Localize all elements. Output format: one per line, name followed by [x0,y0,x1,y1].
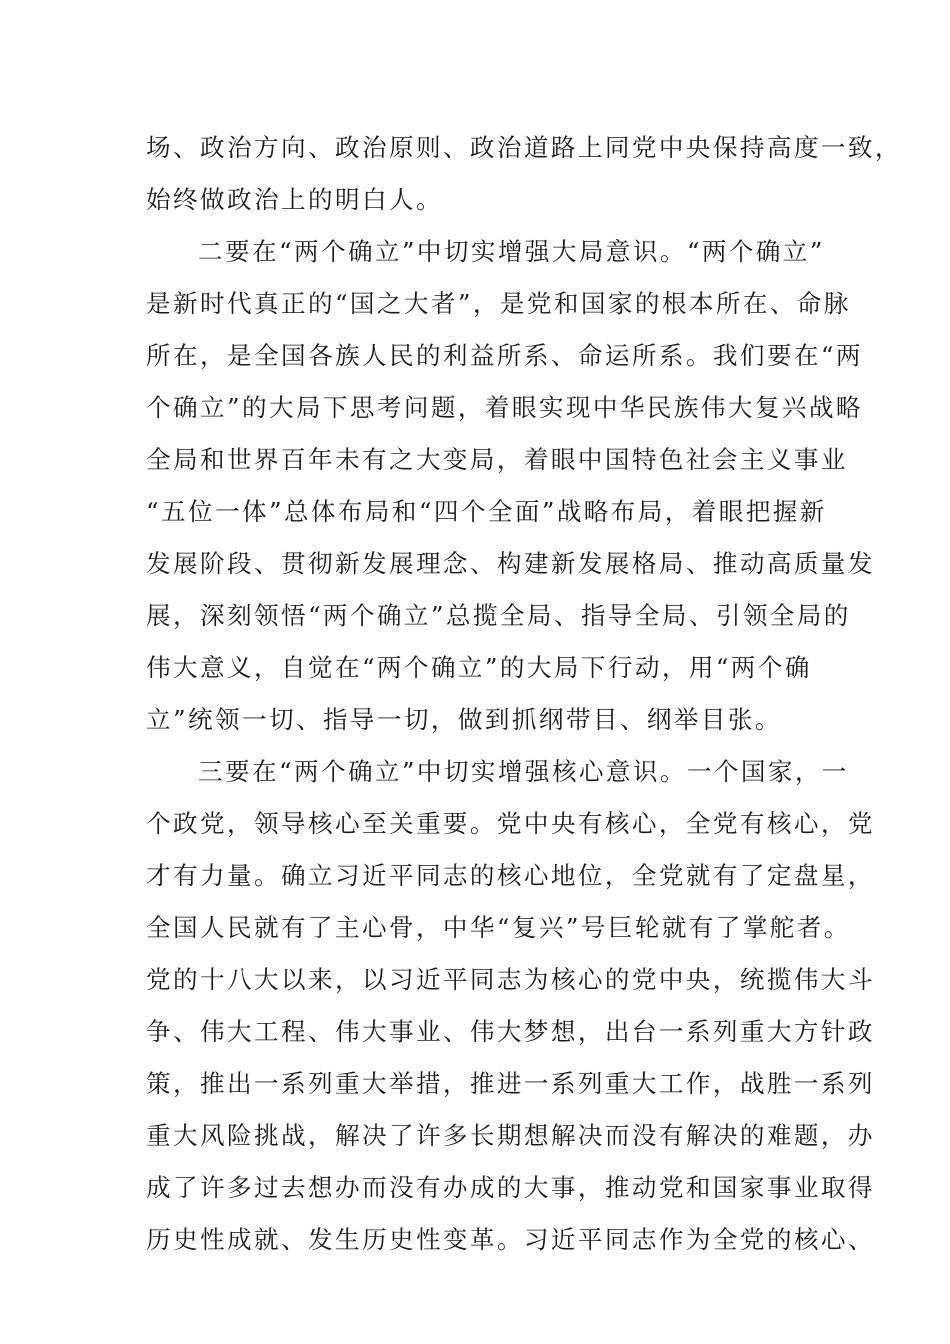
text-line: 才有力量。确立习近平同志的核心地位，全党就有了定盘星， [146,861,875,890]
text-line: 重大风险挑战，解决了许多长期想解决而没有解决的难题，办 [146,1121,875,1150]
text-line: 历史性成就、发生历史性变革。习近平同志作为全党的核心、 [146,1225,875,1254]
text-line: 成了许多过去想办而没有办成的大事，推动党和国家事业取得 [146,1173,875,1202]
text-line: 发展阶段、贯彻新发展理念、构建新发展格局、推动高质量发 [146,549,875,578]
text-line: 所在，是全国各族人民的利益所系、命运所系。我们要在“两 [146,341,863,370]
document-body [146,122,902,1266]
text-line: 个确立”的大局下思考问题，着眼实现中华民族伟大复兴战略 [146,393,863,422]
paragraph-start-line: 二要在“两个确立”中切实增强大局意识。“两个确立” [198,237,825,266]
text-line: 策，推出一系列重大举措，推进一系列重大工作，战胜一系列 [146,1069,875,1098]
text-line: 全国人民就有了主心骨，中华“复兴”号巨轮就有了掌舵者。 [146,913,851,942]
text-line: “五位一体”总体布局和“四个全面”战略布局，着眼把握新 [146,497,827,526]
text-line: 全局和世界百年未有之大变局，着眼中国特色社会主义事业 [146,445,848,474]
text-line: 是新时代真正的“国之大者”，是党和国家的根本所在、命脉 [146,289,851,318]
text-line: 立”统领一切、指导一切，做到抓纲带目、纲举目张。 [146,705,782,734]
paragraph-start-line: 三要在“两个确立”中切实增强核心意识。一个国家，一 [198,757,849,786]
text-line: 场、政治方向、政治原则、政治道路上同党中央保持高度一致， [146,133,902,162]
text-line: 争、伟大工程、伟大事业、伟大梦想，出台一系列重大方针政 [146,1017,875,1046]
text-line: 展，深刻领悟“两个确立”总揽全局、指导全局、引领全局的 [146,601,851,630]
text-line: 个政党，领导核心至关重要。党中央有核心，全党有核心，党 [146,809,875,838]
text-line: 始终做政治上的明白人。 [146,185,443,214]
text-line: 党的十八大以来，以习近平同志为核心的党中央，统揽伟大斗 [146,965,875,994]
text-line: 伟大意义，自觉在“两个确立”的大局下行动，用“两个确 [146,653,812,682]
